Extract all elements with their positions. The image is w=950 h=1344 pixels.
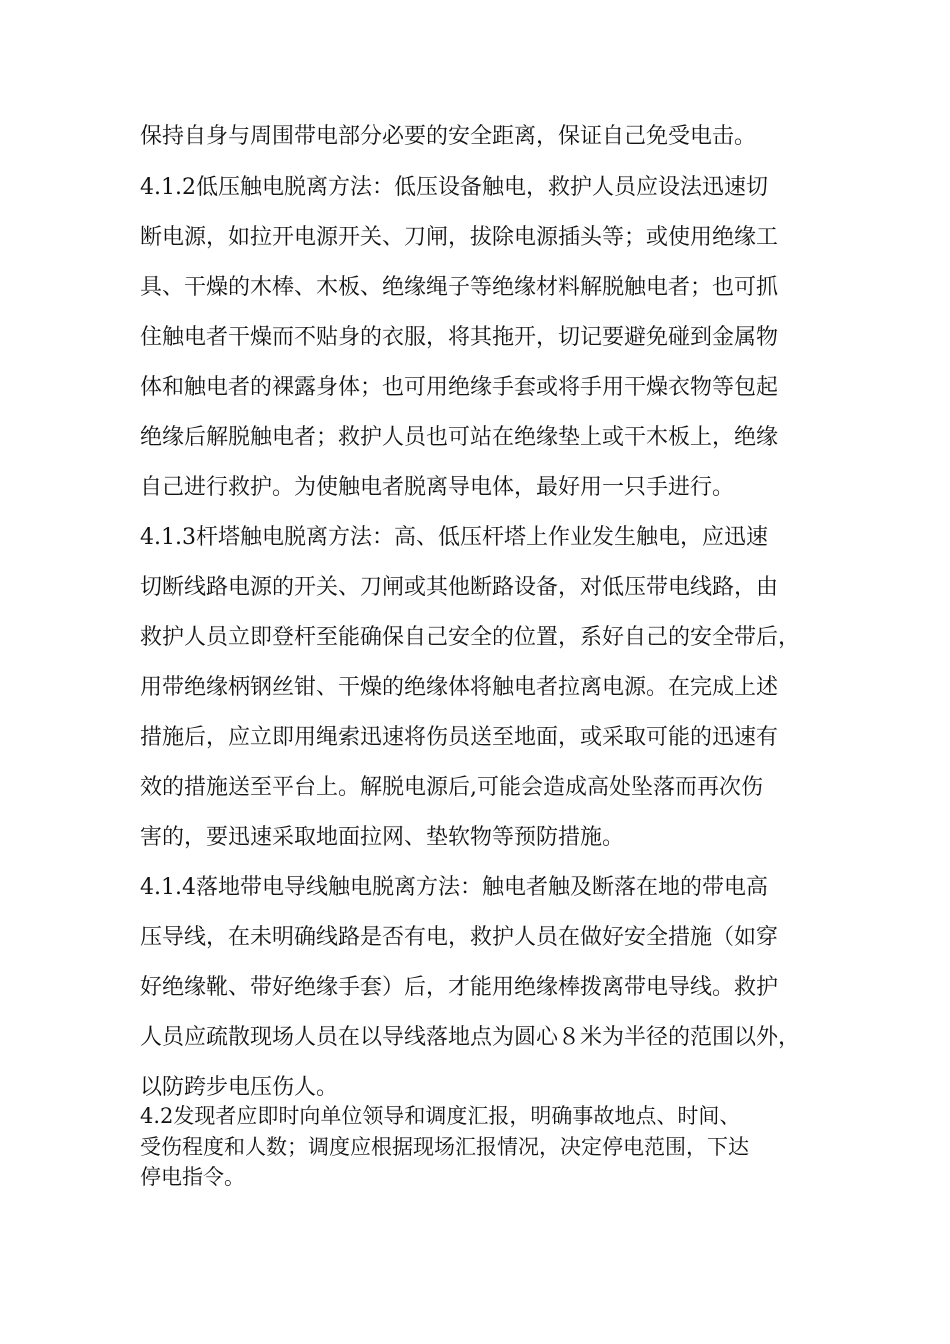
text-line: 切断线路电源的开关、刀闸或其他断路设备，对低压带电线路，由 [140,575,779,600]
section-4-1-4-heading-line: 4.1.4落地带电导线触电脱离方法：触电者触及断落在地的带电高 [140,875,768,900]
text-line: 自己进行救护。为使触电者脱离导电体，最好用一只手进行。 [140,475,735,500]
text-line: 措施后，应立即用绳索迅速将伤员送至地面，或采取可能的迅速有 [140,725,779,750]
section-4-1-3-heading-line: 4.1.3杆塔触电脱离方法：高、低压杆塔上作业发生触电，应迅速 [140,525,768,550]
text-line: 压导线，在未明确线路是否有电，救护人员在做好安全措施（如穿 [140,925,779,950]
text-line: 救护人员立即登杆至能确保自己安全的位置，系好自己的安全带后， [140,625,801,650]
text-line: 住触电者干燥而不贴身的衣服，将其拖开，切记要避免碰到金属物 [140,325,779,350]
text-line: 好绝缘靴、带好绝缘手套）后，才能用绝缘棒拨离带电导线。救护 [140,975,779,1000]
text-line: 具、干燥的木棒、木板、绝缘绳子等绝缘材料解脱触电者；也可抓 [140,275,779,300]
text-line: 以防跨步电压伤人。 [140,1075,339,1100]
section-4-2-heading-line: 4.2发现者应即时向单位领导和调度汇报，明确事故地点、时间、 [140,1104,741,1128]
text-line: 体和触电者的裸露身体；也可用绝缘手套或将手用干燥衣物等包起 [140,375,779,400]
text-line: 保持自身与周围带电部分必要的安全距离，保证自己免受电击。 [140,124,757,149]
text-line: 停电指令。 [140,1165,245,1189]
text-line: 断电源，如拉开电源开关、刀闸，拔除电源插头等；或使用绝缘工 [140,225,779,250]
text-line: 效的措施送至平台上。解脱电源后,可能会造成高处坠落而再次伤 [140,775,763,800]
text-line: 害的，要迅速采取地面拉网、垫软物等预防措施。 [140,825,625,850]
text-line: 受伤程度和人数；调度应根据现场汇报情况，决定停电范围，下达 [140,1135,749,1159]
section-4-1-2-heading-line: 4.1.2低压触电脱离方法：低压设备触电，救护人员应设法迅速切 [140,175,768,200]
text-line: 绝缘后解脱触电者；救护人员也可站在绝缘垫上或干木板上，绝缘 [140,425,779,450]
text-line: 用带绝缘柄钢丝钳、干燥的绝缘体将触电者拉离电源。在完成上述 [140,675,779,700]
text-line: 人员应疏散现场人员在以导线落地点为圆心８米为半径的范围以外， [140,1025,801,1050]
